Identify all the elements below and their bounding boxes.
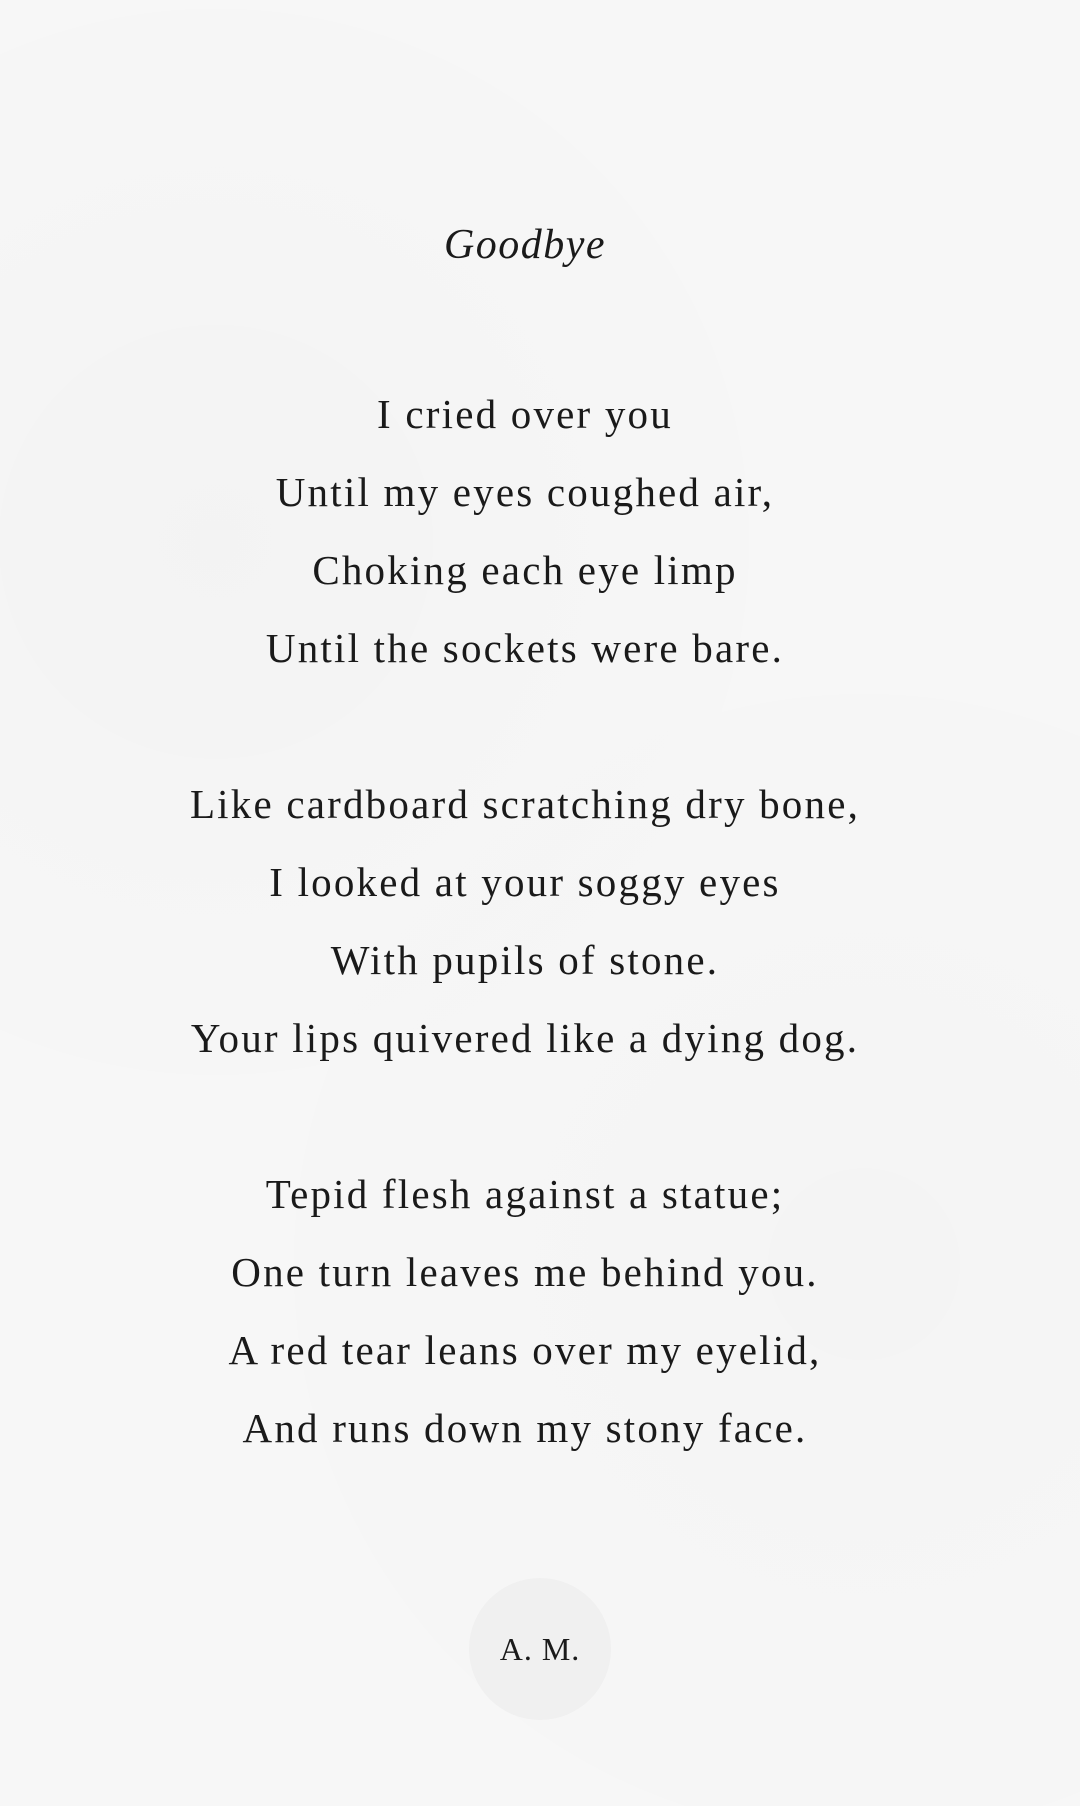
poem-body	[0, 375, 1050, 1545]
poem-line: Tepid flesh against a statue;	[265, 1171, 785, 1217]
stanza-2	[0, 765, 1050, 1077]
poem-line: Choking each eye limp	[312, 547, 738, 593]
poem-line: Until my eyes coughed air,	[275, 469, 775, 515]
poem-line: I cried over you	[377, 391, 673, 437]
poem-line: Until the sockets were bare.	[265, 625, 785, 671]
author-signature-badge	[469, 1578, 611, 1720]
poem-line: Like cardboard scratching dry bone,	[189, 781, 861, 827]
poem-line: Your lips quivered like a dying dog.	[190, 1015, 860, 1061]
poem-title: Goodbye	[443, 222, 607, 268]
poem-line: And runs down my stony face.	[242, 1405, 808, 1451]
stanza-3	[0, 1155, 1050, 1467]
poem-line: I looked at your soggy eyes	[269, 859, 781, 905]
poem-line: A red tear leans over my eyelid,	[228, 1327, 822, 1373]
author-signature: A. M.	[499, 1630, 581, 1667]
poem-line: With pupils of stone.	[330, 937, 720, 983]
poem-line: One turn leaves me behind you.	[231, 1249, 819, 1295]
stanza-1	[0, 375, 1050, 687]
